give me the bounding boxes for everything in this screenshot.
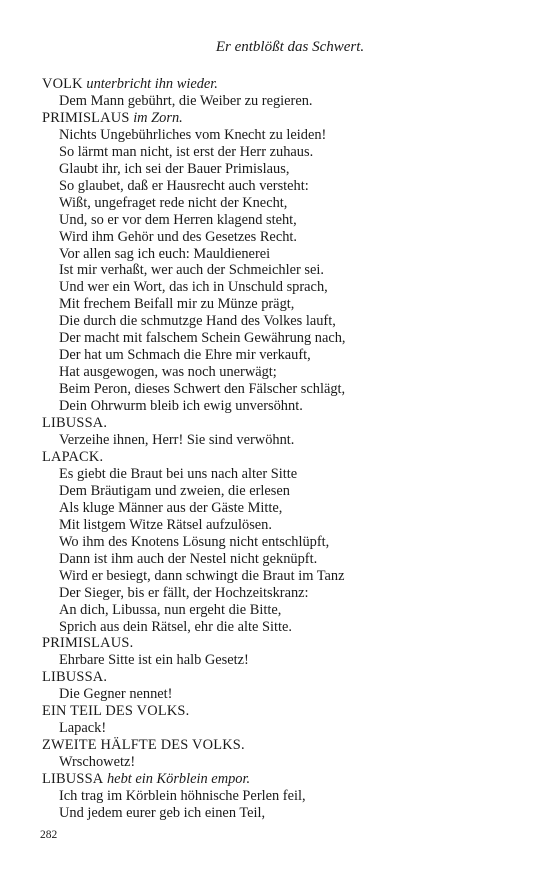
stage-direction: im Zorn. [133,109,183,126]
verse-line: Wird ihm Gehör und des Gesetzes Recht. [59,228,298,245]
stage-direction: hebt ein Körblein empor. [106,771,251,788]
verse-line: Hat ausgewogen, was noch unerwägt; [59,364,277,381]
page-number: 282 [40,829,58,841]
verse-line: Dein Ohrwurm bleib ich ewig unversöhnt. [59,398,303,415]
verse-line: An dich, Libussa, nun ergeht die Bitte, [59,601,282,618]
verse-line: Wo ihm des Knotens Lösung nicht entschlüpft, [59,533,330,550]
verse-line: Nichts Ungebührliches vom Knecht zu leiden! [59,126,327,143]
speaker-name: EIN TEIL DES VOLKS. [42,703,190,720]
play-text [42,76,542,822]
verse-line: Der hat um Schmach die Ehre mir verkauft, [59,347,311,364]
verse-line: Dann ist ihm auch der Nestel nicht geknüpft. [59,550,318,567]
verse-line: Vor allen sag ich euch: Mauldienerei [59,245,271,262]
speaker-line [42,635,542,652]
verse-line: Glaubt ihr, ich sei der Bauer Primislaus, [59,160,290,177]
verse-line: Die Gegner nennet! [59,686,173,703]
speaker-line [42,771,542,788]
verse-line: Als kluge Männer aus der Gäste Mitte, [59,499,283,516]
verse-line: Wrschowetz! [59,754,136,771]
verse-line: So glaubet, daß er Hausrecht auch versteht: [59,177,309,194]
verse-line: Und, so er vor dem Herren klagend steht, [59,211,297,228]
verse-line: Der macht mit falschem Schein Gewährung nach, [59,330,346,347]
verse-line: Und jedem eurer geb ich einen Teil, [59,804,266,821]
speaker-name: LIBUSSA [42,771,104,788]
verse-line: Dem Mann gebührt, die Weiber zu regieren. [59,92,313,109]
speaker-line [42,669,542,686]
verse-line: Es giebt die Braut bei uns nach alter Sitte [59,465,298,482]
speaker-name: PRIMISLAUS. [42,635,134,652]
verse-line: Lapack! [59,720,107,737]
speaker-line [42,110,542,127]
verse-line: Verzeihe ihnen, Herr! Sie sind verwöhnt. [59,432,295,449]
verse-line: Ist mir verhaßt, wer auch der Schmeichler sei. [59,262,324,279]
speaker-line [42,76,542,93]
verse-line: Beim Peron, dieses Schwert den Fälscher schlägt, [59,381,346,398]
verse-line: Und wer ein Wort, das ich in Unschuld sprach, [59,279,328,296]
speaker-name: LIBUSSA. [42,669,108,686]
stage-direction: Er entblößt das Schwert. [215,39,365,55]
verse-line: So lärmt man nicht, ist erst der Herr zuhaus. [59,143,314,160]
verse-line: Sprich aus dein Rätsel, ehr die alte Sitte. [59,618,292,635]
stage-direction: unterbricht ihn wieder. [86,76,218,92]
verse-line: Mit listgem Witze Rätsel aufzulösen. [59,516,272,533]
verse-line: Der Sieger, bis er fällt, der Hochzeitskranz: [59,584,309,601]
speaker-line [42,737,542,754]
verse-line: Wißt, ungefraget rede nicht der Knecht, [59,194,288,211]
speaker-line [42,449,542,466]
speaker-name: LIBUSSA. [42,415,108,432]
speaker-name: PRIMISLAUS [42,109,130,126]
speaker-line [42,703,542,720]
verse-line: Dem Bräutigam und zweien, die erlesen [59,482,290,499]
verse-line: Ehrbare Sitte ist ein halb Gesetz! [59,652,249,669]
speaker-name: VOLK [42,76,83,92]
verse-line: Ich trag im Körblein höhnische Perlen feil, [59,788,306,805]
verse-line: Mit frechem Beifall mir zu Münze prägt, [59,296,295,313]
speaker-name: ZWEITE HÄLFTE DES VOLKS. [42,737,245,754]
speaker-name: LAPACK. [42,448,104,465]
verse-line: Die durch die schmutzge Hand des Volkes lauft, [59,313,336,330]
verse-line: Wird er besiegt, dann schwingt die Braut im Tanz [59,567,345,584]
speaker-line [42,415,542,432]
